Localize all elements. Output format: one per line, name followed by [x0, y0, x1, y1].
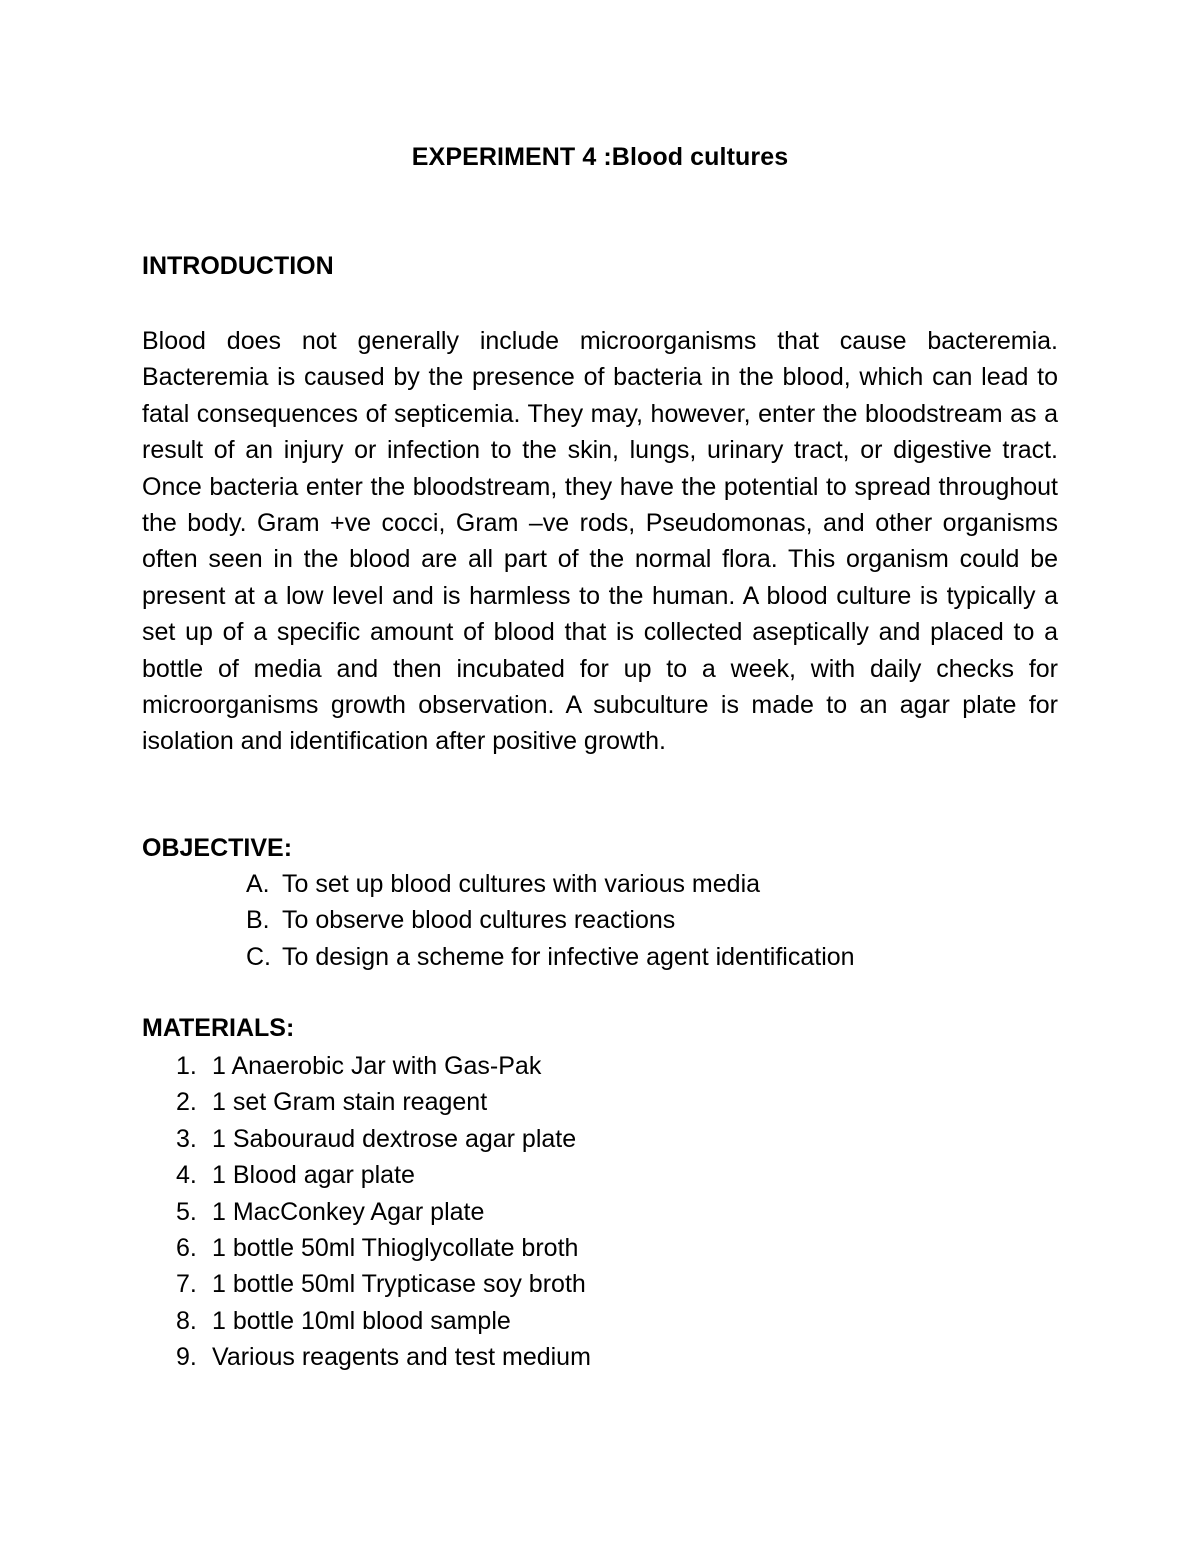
list-marker: 6.	[176, 1234, 197, 1263]
material-item	[176, 1339, 591, 1375]
material-text: 1 bottle 10ml blood sample	[212, 1306, 511, 1335]
objective-text: To design a scheme for infective agent identification	[282, 942, 855, 971]
introduction-paragraph: Blood does not generally include microorganisms that cause bacteremia. Bacteremia is caused by the presence of bacteria in the blood, which can lead to fatal consequences of septicemia. They may, however, enter the bloodstream as a result of an injury or infection to the skin, lungs, urinary tract, or digestive tract. Once bacteria enter the bloodstream, they have the potential to spread throughout the body. Gram +ve cocci, Gram –ve rods, Pseudomonas, and other organisms often seen in the blood are all part of the normal flora. This organism could be present at a low level and is harmless to the human. A blood culture is typically a set up of a specific amount of blood that is collected aseptically and placed to a bottle of media and then incubated for up to a week, with daily checks for microorganisms growth observation. A subculture is made to an agar plate for isolation and identification after positive growth.	[142, 327, 1058, 756]
material-item	[176, 1230, 591, 1266]
material-text: Various reagents and test medium	[212, 1343, 591, 1372]
list-marker: 2.	[176, 1088, 197, 1117]
material-item	[176, 1121, 591, 1157]
material-text: 1 bottle 50ml Thioglycollate broth	[212, 1234, 579, 1263]
objective-item	[246, 866, 855, 902]
materials-heading: MATERIALS:	[142, 1014, 295, 1042]
list-marker: 9.	[176, 1343, 197, 1372]
materials-list	[176, 1048, 591, 1376]
list-marker: C.	[246, 942, 271, 971]
material-text: 1 Blood agar plate	[212, 1161, 415, 1190]
material-text: 1 bottle 50ml Trypticase soy broth	[212, 1270, 586, 1299]
list-marker: 3.	[176, 1124, 197, 1153]
material-item	[176, 1266, 591, 1302]
material-text: 1 Sabouraud dextrose agar plate	[212, 1124, 577, 1153]
material-text: 1 MacConkey Agar plate	[212, 1197, 485, 1226]
objective-text: To observe blood cultures reactions	[282, 906, 676, 935]
objective-item	[246, 902, 855, 938]
objective-text: To set up blood cultures with various media	[282, 870, 761, 898]
list-marker: A.	[246, 870, 270, 898]
page-title: EXPERIMENT 4 :Blood cultures	[411, 143, 789, 171]
list-marker: 1.	[176, 1052, 197, 1080]
list-marker: B.	[246, 906, 270, 935]
list-marker: 8.	[176, 1306, 197, 1335]
objective-item	[246, 939, 855, 975]
introduction-heading: INTRODUCTION	[142, 252, 334, 280]
material-item	[176, 1194, 591, 1230]
list-marker: 4.	[176, 1161, 197, 1190]
material-text: 1 set Gram stain reagent	[212, 1088, 488, 1117]
material-item	[176, 1303, 591, 1339]
list-marker: 7.	[176, 1270, 197, 1299]
material-item	[176, 1157, 591, 1193]
list-marker: 5.	[176, 1197, 197, 1226]
objective-list	[246, 866, 855, 975]
objective-heading: OBJECTIVE:	[142, 834, 293, 862]
material-item	[176, 1084, 591, 1120]
material-text: 1 Anaerobic Jar with Gas-Pak	[212, 1052, 542, 1080]
material-item	[176, 1048, 591, 1084]
